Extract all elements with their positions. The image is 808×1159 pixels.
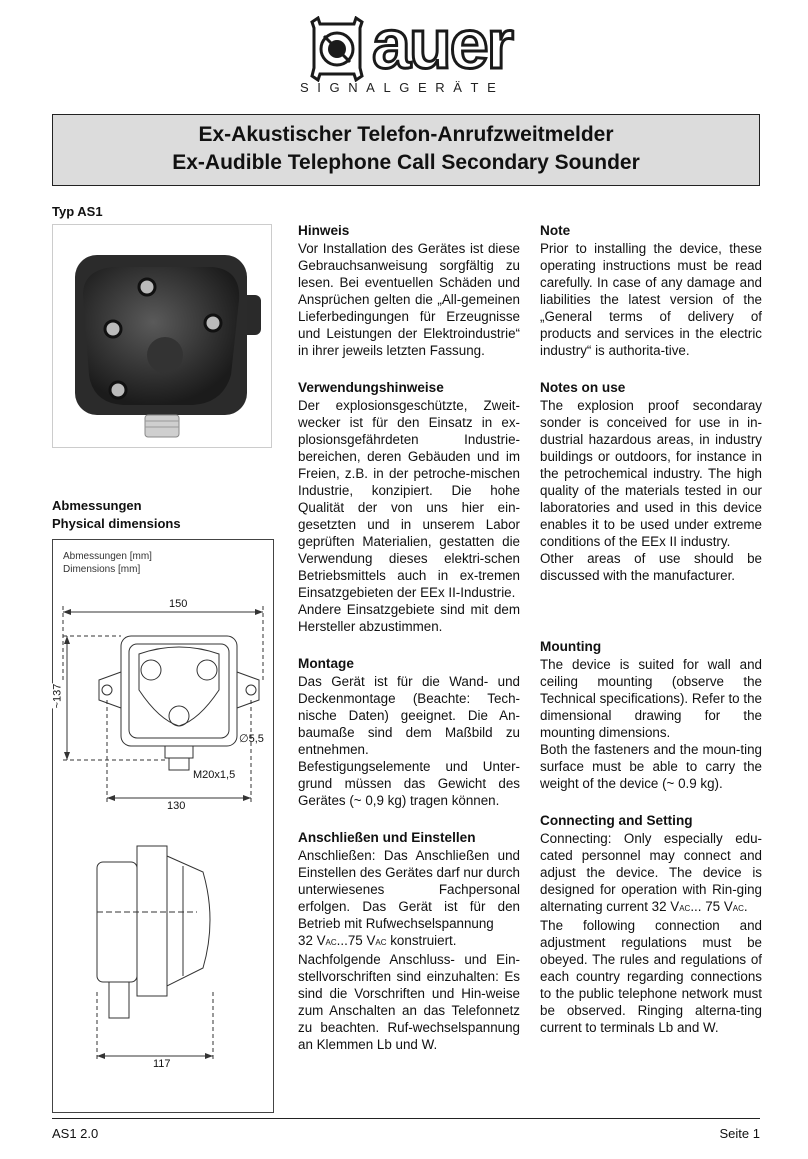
text-montage-2: Befestigungselemente und Unter-grund müssen das Gewicht des Gerätes (~ 0,9 kg) tragen können.: [298, 759, 520, 808]
heading-notes-on-use: Notes on use: [540, 380, 626, 395]
product-photo-image: [53, 225, 271, 447]
section-connecting: [540, 812, 762, 1036]
heading-hinweis: Hinweis: [298, 223, 350, 238]
logo-mark-icon: [308, 16, 366, 82]
heading-note: Note: [540, 223, 571, 238]
text-verwendung-2: Andere Einsatzgebiete sind mit dem Hersteller abzustimmen.: [298, 602, 520, 634]
text-mounting-2: Both the fasteners and the moun-ting surface must be able to carry the weight of the device (~ 0.9 kg).: [540, 742, 762, 791]
dimension-box-label-en: Dimensions [mm]: [63, 564, 141, 575]
dimensions-heading: [52, 497, 181, 533]
dim-m20: M20x1,5: [193, 769, 236, 781]
dim-130: 130: [167, 800, 186, 812]
text-anschliessen-1: Anschließen: Das Anschließen und Einstellen des Gerätes darf nur durch unterwiesenes Fachpersonal erfolgen. Das Gerät ist für den Betrieb mit Rufwechselspannung: [298, 848, 520, 931]
section-mounting: [540, 638, 762, 792]
text-montage-1: Das Gerät ist für die Wand- und Deckenmontage (Beachte: Tech-nische Daten) geeignet. Die An-baumaße sind dem Maßbild zu entnehmen.: [298, 674, 520, 757]
product-photo: [52, 224, 272, 448]
dim-5-5: ∅5,5: [239, 733, 264, 745]
type-label: Typ AS1: [52, 204, 103, 219]
heading-verwendung: Verwendungshinweise: [298, 380, 444, 395]
text-note: Prior to installing the device, these operating instructions must be read carefully. In case of any damage and liabilities the latest version of the „General terms of delivery of products and services in the electric industry“ is authorita-tive.: [540, 241, 762, 358]
text-notes-on-use-2: Other areas of use should be discussed with the manufacturer.: [540, 551, 762, 583]
section-anschliessen: [298, 829, 520, 1053]
heading-anschliessen: Anschließen und Einstellen: [298, 830, 476, 845]
text-connecting-1: Connecting: Only especially edu-cated personnel may connect and adjust the device. The device is designed for operation with Rin-ging alternating current 32 VAC... 75 VAC.: [540, 831, 762, 914]
dimension-box-label-de: Abmessungen [mm]: [63, 551, 152, 562]
text-notes-on-use-1: The explosion proof secondaray sonder is conceived for use in in-dustrial hazardous areas, in industry buildings or outdoors, for instance in the petrochemical industry. The high quality of the materials tested in our laboratories and used in this device enables it to be used under extreme conditions of the EEx II industry.: [540, 398, 762, 549]
auer-logo: [300, 5, 548, 100]
logo-subtitle: SIGNALGERÄTE: [300, 80, 505, 95]
footer-page-number: Seite 1: [719, 1126, 760, 1141]
footer-version: AS1 2.0: [52, 1126, 99, 1141]
section-note: [540, 222, 762, 359]
text-anschliessen-2: Nachfolgende Anschluss- und Ein-stellvorschriften sind einzuhalten: Es sind die Vorschriften und Hin-weise zum Anschalten an das Telefonnetz zu beachten. Ruf-wechselspannung an Klemmen Lb und W.: [298, 952, 520, 1052]
footer-divider: [52, 1118, 760, 1119]
german-column: [298, 222, 520, 1053]
heading-mounting: Mounting: [540, 639, 602, 654]
text-voltage-de: 32 VAC...75 VAC konstruiert.: [298, 933, 457, 948]
text-hinweis: Vor Installation des Gerätes ist diese Gebrauchsanweisung sorgfältig zu lesen. Bei eventuellen Schäden und Ansprüchen gelten die „All-gemeinen Lieferbedingungen für Erzeugnisse und Leistungen der Elektroindustrie“ in ihrer jeweils letzten Fassung.: [298, 241, 520, 358]
text-verwendung-1: Der explosionsgeschützte, Zweit-wecker ist für den Einsatz in ex-plosionsgefährdeten Industrie-bereichen, deren Gebäuden und im Freien, z.B. in der petroche-mischen Industrie, konzipiert. Die hohe Qualität der von uns hier ein-gesetzten und in unserem Labor geprüften Materialien, gestatten die Verwendung dieses elektri-schen Betriebsmittels auch in ex-tremen Einsatzgebieten der EEx II-Industrie.: [298, 398, 520, 600]
dim-117: 117: [153, 1058, 171, 1070]
dimension-lines: [53, 540, 273, 1112]
dim-150: 150: [169, 598, 188, 610]
section-montage: [298, 655, 520, 809]
title-english: Ex-Audible Telephone Call Secondary Sounder: [172, 151, 640, 174]
english-column: [540, 222, 762, 1036]
dimension-drawing: [52, 539, 274, 1113]
section-notes-on-use: [540, 379, 762, 584]
section-hinweis: [298, 222, 520, 359]
dim-137: ~137: [51, 683, 64, 709]
text-mounting-1: The device is suited for wall and ceiling mounting (observe the Technical specifications). Refer to the dimensional drawing for the mounting dimensions.: [540, 657, 762, 740]
title-german: Ex-Akustischer Telefon-Anrufzweitmelder: [198, 123, 614, 146]
heading-montage: Montage: [298, 656, 354, 671]
dimensions-heading-de: Abmessungen: [52, 498, 142, 513]
heading-connecting: Connecting and Setting: [540, 813, 693, 828]
title-banner: [52, 114, 760, 186]
section-verwendung: [298, 379, 520, 635]
logo-word: auer: [372, 5, 512, 83]
dimensions-heading-en: Physical dimensions: [52, 516, 181, 531]
text-connecting-2: The following connection and adjustment regulations must be obeyed. The rules and regulations of each country regarding connections to the public telephone network must be observed. Ringing alterna-ting current to terminals Lb and W.: [540, 918, 762, 1035]
